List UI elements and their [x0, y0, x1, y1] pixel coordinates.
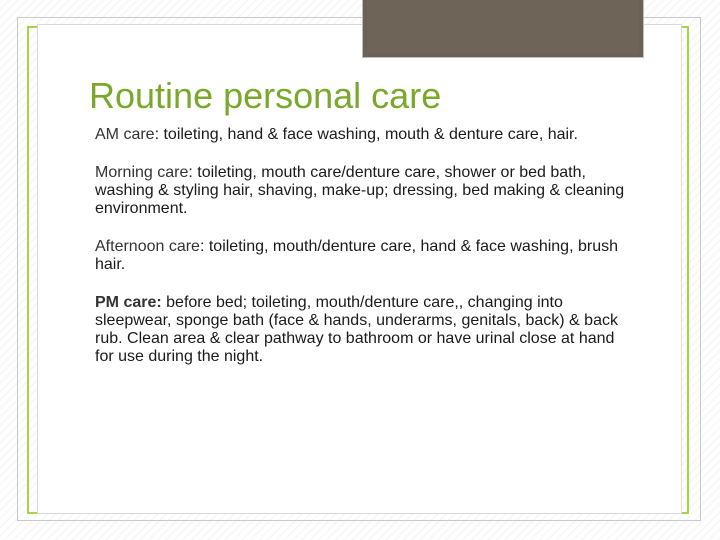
- description-morning-care: : toileting, mouth care/denture care, shower or bed bath, washing & styling hair, shaving, make-up; dressing, bed making & cleaning environment.: [95, 164, 625, 217]
- care-routine-list: [95, 126, 635, 386]
- slide-title: Routine personal care: [89, 75, 442, 116]
- description-pm-care: before bed; toileting, mouth/denture care,, changing into sleepwear, sponge bath (face & hands, underarms, genitals, back) & back rub. Clean area & clear pathway to bathroom or have urinal close at hand for use during the night.: [95, 294, 618, 365]
- list-item-pm-care: [95, 294, 635, 366]
- term-afternoon-care: Afternoon care: [95, 238, 200, 255]
- term-am-care: AM care: [95, 126, 155, 143]
- description-am-care: : toileting, hand & face washing, mouth & denture care, hair.: [154, 126, 578, 143]
- decorative-top-bar-inner: [367, 0, 639, 53]
- list-item-afternoon-care: [95, 238, 635, 274]
- list-item-am-care: [95, 126, 635, 144]
- description-afternoon-care: : toileting, mouth/denture care, hand & face washing, brush hair.: [95, 238, 618, 273]
- list-item-morning-care: [95, 164, 635, 218]
- term-pm-care: PM care:: [95, 294, 162, 311]
- term-morning-care: Morning care: [95, 164, 189, 181]
